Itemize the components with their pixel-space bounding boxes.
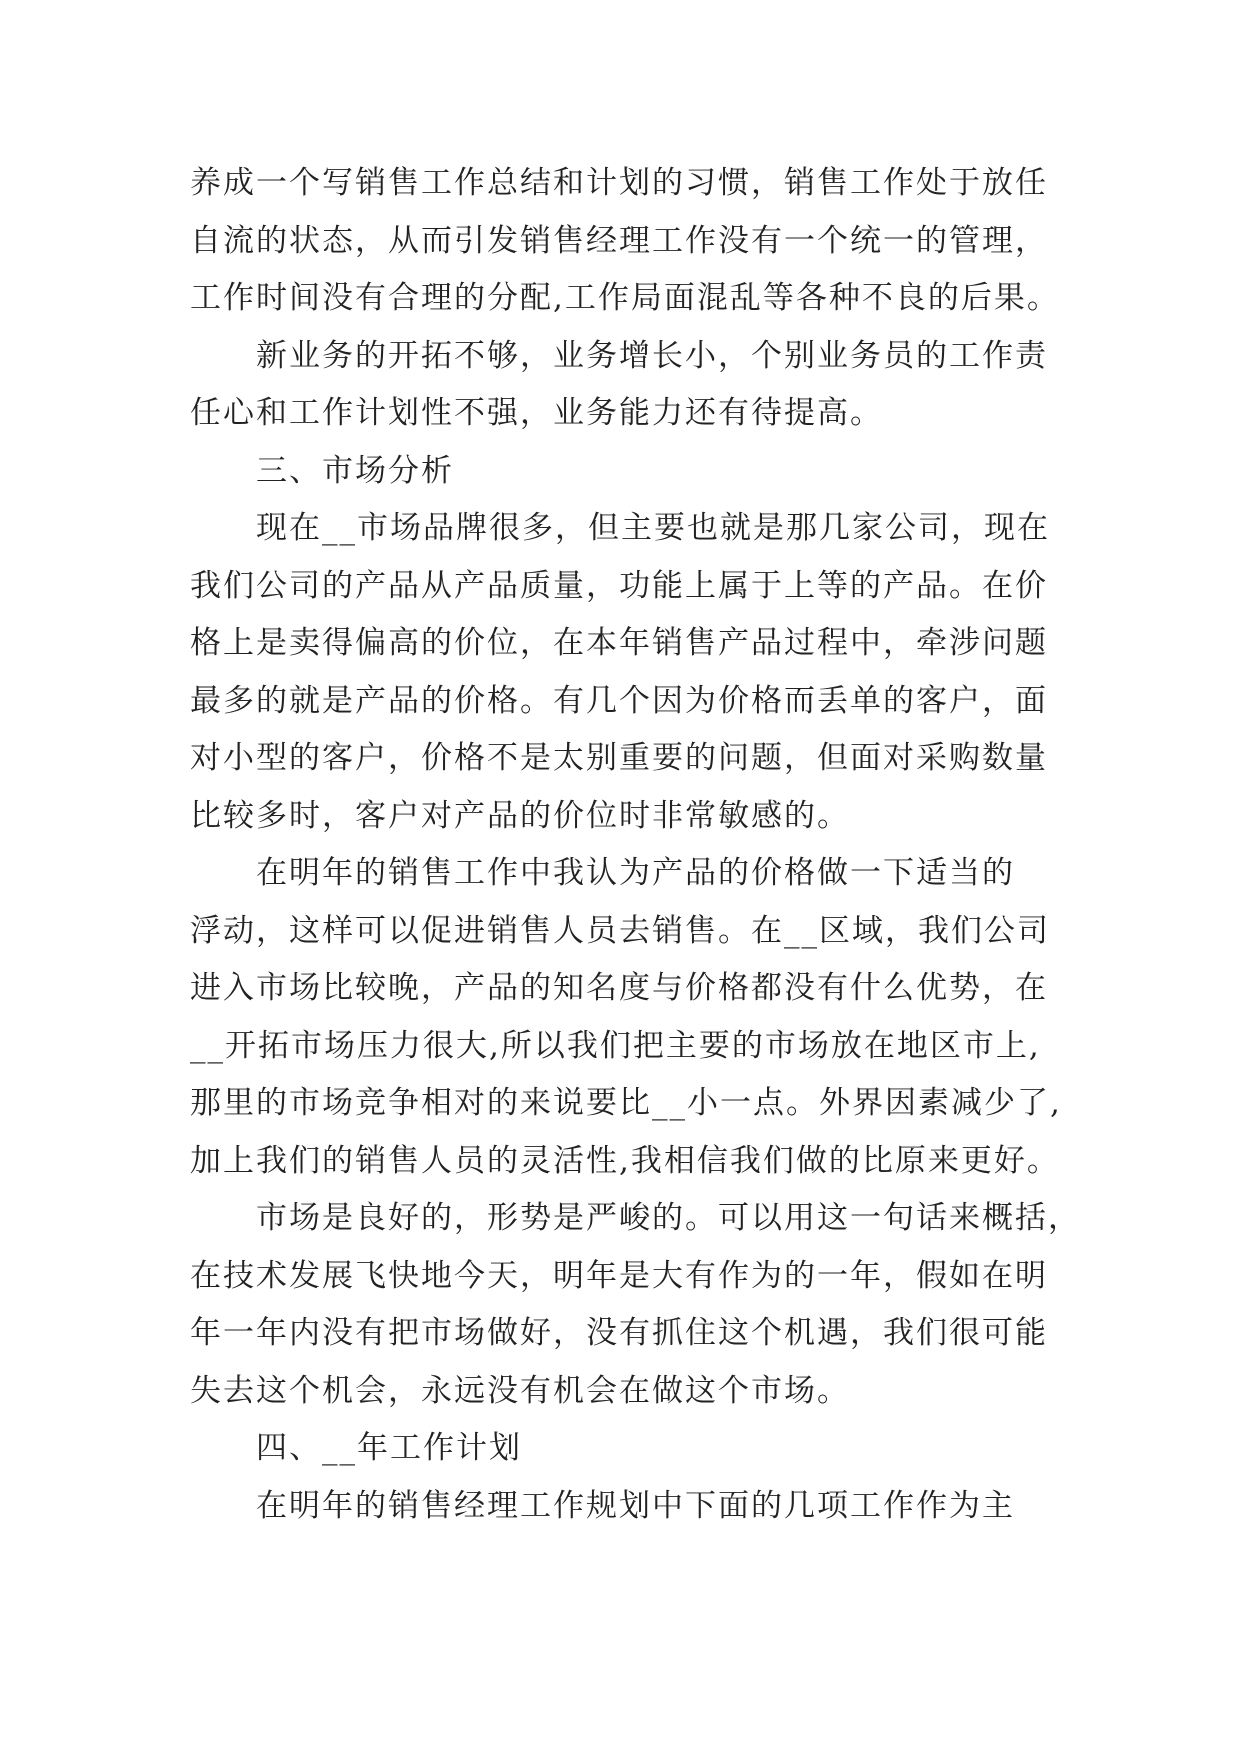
text-line: 工作时间没有合理的分配,工作局面混乱等各种不良的后果。 <box>190 280 1060 316</box>
text-line: 养成一个写销售工作总结和计划的习惯，销售工作处于放任 <box>190 165 1048 201</box>
text-line: 最多的就是产品的价格。有几个因为价格而丢单的客户，面 <box>190 682 1048 719</box>
text-line: 进入市场比较晚，产品的知名度与价格都没有什么优势，在 <box>190 970 1048 1006</box>
paragraph-start-line: 现在__市场品牌很多，但主要也就是那几家公司，现在 <box>256 510 1050 546</box>
text-line: 浮动，这样可以促进销售人员去销售。在__区域，我们公司 <box>190 912 1050 949</box>
text-line: 任心和工作计划性不强，业务能力还有待提高。 <box>190 395 883 431</box>
text-line: 自流的状态，从而引发销售经理工作没有一个统一的管理， <box>190 222 1048 259</box>
text-line: 失去这个机会，永远没有机会在做这个市场。 <box>190 1372 850 1409</box>
text-line: 比较多时，客户对产品的价位时非常敏感的。 <box>190 797 850 834</box>
text-line: 对小型的客户，价格不是太别重要的问题，但面对采购数量 <box>190 740 1048 776</box>
paragraph-start-line: 市场是良好的，形势是严峻的。可以用这一句话来概括， <box>256 1200 1081 1236</box>
text-line: 加上我们的销售人员的灵活性,我相信我们做的比原来更好。 <box>190 1142 1060 1179</box>
text-line: 在技术发展飞快地今天，明年是大有作为的一年，假如在明 <box>190 1257 1048 1294</box>
text-line: __开拓市场压力很大,所以我们把主要的市场放在地区市上, <box>190 1027 1041 1064</box>
document-body <box>190 155 1090 1535</box>
text-line: 年一年内没有把市场做好，没有抓住这个机遇，我们很可能 <box>190 1315 1048 1351</box>
paragraph-start-line: 在明年的销售经理工作规划中下面的几项工作作为主 <box>256 1487 1015 1524</box>
text-line: 我们公司的产品从产品质量，功能上属于上等的产品。在价 <box>190 567 1048 604</box>
text-line: 格上是卖得偏高的价位，在本年销售产品过程中，牵涉问题 <box>190 625 1048 661</box>
section-heading: 四、__年工作计划 <box>256 1430 522 1466</box>
section-heading: 三、市场分析 <box>256 452 454 489</box>
paragraph-start-line: 新业务的开拓不够，业务增长小，个别业务员的工作责 <box>256 337 1048 374</box>
paragraph-start-line: 在明年的销售工作中我认为产品的价格做一下适当的 <box>256 855 1015 891</box>
text-line: 那里的市场竞争相对的来说要比__小一点。外界因素减少了, <box>190 1085 1062 1121</box>
